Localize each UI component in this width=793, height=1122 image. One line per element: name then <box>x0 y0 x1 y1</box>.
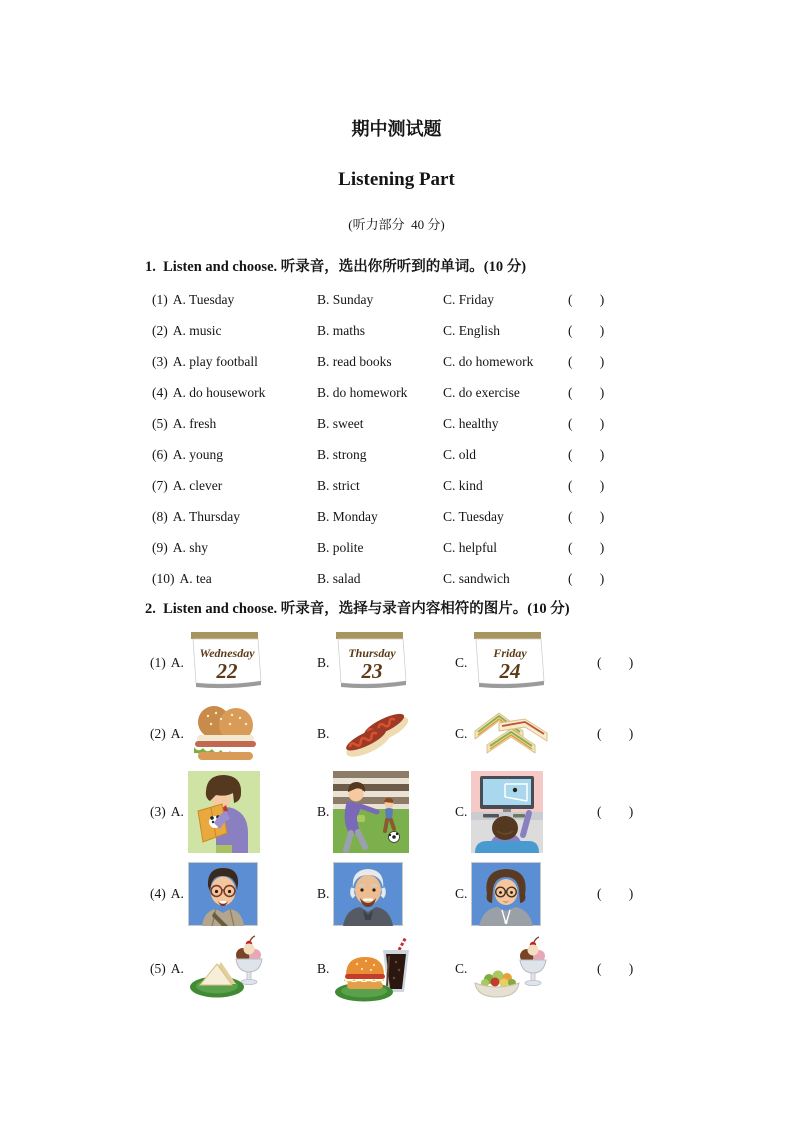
answer-bracket: ( ) <box>568 384 606 400</box>
option-b: B. do homework <box>317 384 408 400</box>
section2-question-list <box>150 627 793 1005</box>
option-c: C. Friday <box>443 291 495 307</box>
part-subtitle: (听力部分 40 分) <box>348 217 445 232</box>
svg-text:Friday: Friday <box>493 646 527 660</box>
answer-bracket: ( ) <box>568 322 606 338</box>
option-b: B. polite <box>317 539 364 555</box>
calendar-friday-image <box>471 632 547 694</box>
option-a: A. tea <box>179 570 212 586</box>
option-a: A. clever <box>172 477 223 493</box>
option-c-label: C. <box>455 886 468 901</box>
child-watching-computer-image <box>471 771 543 853</box>
section1-heading: 1. Listen and choose. 听录音，选出你所听到的单词。(10 分) <box>145 259 527 275</box>
answer-bracket: ( ) <box>568 508 606 524</box>
word-choice-row-6 <box>152 439 793 470</box>
item-number: (3) <box>152 353 168 369</box>
option-b-label: B. <box>317 655 330 670</box>
option-a: A. Tuesday <box>172 291 235 307</box>
item-number: (2) <box>152 322 168 338</box>
option-c: C. healthy <box>443 415 499 431</box>
answer-bracket: ( ) <box>568 415 606 431</box>
svg-text:23: 23 <box>361 659 383 683</box>
word-choice-row-4 <box>152 377 793 408</box>
item-number: (5) <box>150 961 166 976</box>
calendar-thursday-image <box>333 632 409 694</box>
answer-bracket: ( ) <box>597 655 635 670</box>
option-a: A. do housework <box>172 384 266 400</box>
option-b: B. sweet <box>317 415 364 431</box>
option-c: C. do homework <box>443 353 534 369</box>
option-c: C. do exercise <box>443 384 520 400</box>
item-number: (5) <box>152 415 168 431</box>
answer-bracket: ( ) <box>568 353 606 369</box>
boys-playing-football-image <box>333 771 409 853</box>
boy-reading-book-image <box>188 771 260 853</box>
hot-dogs-image <box>333 705 409 763</box>
item-number: (4) <box>152 384 168 400</box>
option-c: C. old <box>443 446 477 462</box>
item-number: (1) <box>152 291 168 307</box>
word-choice-row-7 <box>152 470 793 501</box>
option-c: C. kind <box>443 477 483 493</box>
option-a: A. music <box>172 322 222 338</box>
picture-choice-row-1 <box>150 627 793 699</box>
word-choice-row-3 <box>152 346 793 377</box>
item-number: (1) <box>150 655 166 670</box>
salad-and-ice-cream-image <box>471 935 553 1003</box>
sandwich-and-ice-cream-image <box>188 935 270 1003</box>
option-b: B. Sunday <box>317 291 374 307</box>
answer-bracket: ( ) <box>568 539 606 555</box>
section2-heading: 2. Listen and choose. 听录音，选择与录音内容相符的图片。(10 分) <box>145 601 570 617</box>
answer-bracket: ( ) <box>568 477 606 493</box>
calendar-wednesday-image <box>188 632 264 694</box>
option-a-label: A. <box>170 655 184 670</box>
old-man-white-hair-image <box>333 862 403 926</box>
word-choice-row-5 <box>152 408 793 439</box>
option-b-label: B. <box>317 726 330 741</box>
section1-question-list <box>152 284 793 594</box>
answer-bracket: ( ) <box>597 886 635 901</box>
word-choice-row-2 <box>152 315 793 346</box>
woman-with-glasses-image <box>471 862 541 926</box>
answer-bracket: ( ) <box>597 726 635 741</box>
option-a: A. shy <box>172 539 209 555</box>
item-number: (10) <box>152 570 175 586</box>
word-choice-row-10 <box>152 563 793 594</box>
option-a: A. play football <box>172 353 258 369</box>
answer-bracket: ( ) <box>568 446 606 462</box>
option-a-label: A. <box>170 961 184 976</box>
word-choice-row-8 <box>152 501 793 532</box>
option-b: B. strict <box>317 477 360 493</box>
picture-choice-row-5 <box>150 933 793 1005</box>
item-number: (2) <box>150 726 166 741</box>
option-c: C. sandwich <box>443 570 510 586</box>
answer-bracket: ( ) <box>568 291 606 307</box>
young-man-with-glasses-image <box>188 862 258 926</box>
page-title: 期中测试题 <box>351 119 442 139</box>
option-b: B. maths <box>317 322 366 338</box>
option-b: B. salad <box>317 570 361 586</box>
option-a-label: A. <box>170 804 184 819</box>
item-number: (3) <box>150 804 166 819</box>
svg-text:22: 22 <box>216 659 238 683</box>
svg-text:Thursday: Thursday <box>348 646 396 660</box>
item-number: (7) <box>152 477 168 493</box>
option-a-label: A. <box>170 886 184 901</box>
option-c: C. Tuesday <box>443 508 504 524</box>
option-c-label: C. <box>455 804 468 819</box>
sandwich-stack-image <box>471 705 551 763</box>
option-b: B. strong <box>317 446 367 462</box>
item-number: (4) <box>150 886 166 901</box>
listening-part-title: Listening Part <box>338 169 455 190</box>
option-a: A. Thursday <box>172 508 240 524</box>
option-a: A. fresh <box>172 415 217 431</box>
item-number: (8) <box>152 508 168 524</box>
option-b-label: B. <box>317 886 330 901</box>
option-c: C. English <box>443 322 501 338</box>
word-choice-row-9 <box>152 532 793 563</box>
option-c-label: C. <box>455 961 468 976</box>
option-a-label: A. <box>170 726 184 741</box>
option-b-label: B. <box>317 804 330 819</box>
svg-text:24: 24 <box>499 659 521 683</box>
answer-bracket: ( ) <box>597 961 635 976</box>
option-c-label: C. <box>455 726 468 741</box>
hamburgers-image <box>188 705 262 763</box>
svg-text:Wednesday: Wednesday <box>199 646 255 660</box>
word-choice-row-1 <box>152 284 793 315</box>
item-number: (6) <box>152 446 168 462</box>
answer-bracket: ( ) <box>568 570 606 586</box>
option-a: A. young <box>172 446 223 462</box>
picture-choice-row-2 <box>150 699 793 769</box>
answer-bracket: ( ) <box>597 804 635 819</box>
option-c: C. helpful <box>443 539 497 555</box>
picture-choice-row-3 <box>150 769 793 855</box>
option-b: B. Monday <box>317 508 378 524</box>
picture-choice-row-4 <box>150 855 793 933</box>
option-c-label: C. <box>455 655 468 670</box>
item-number: (9) <box>152 539 168 555</box>
option-b-label: B. <box>317 961 330 976</box>
hamburger-and-cola-image <box>333 934 415 1004</box>
option-b: B. read books <box>317 353 392 369</box>
